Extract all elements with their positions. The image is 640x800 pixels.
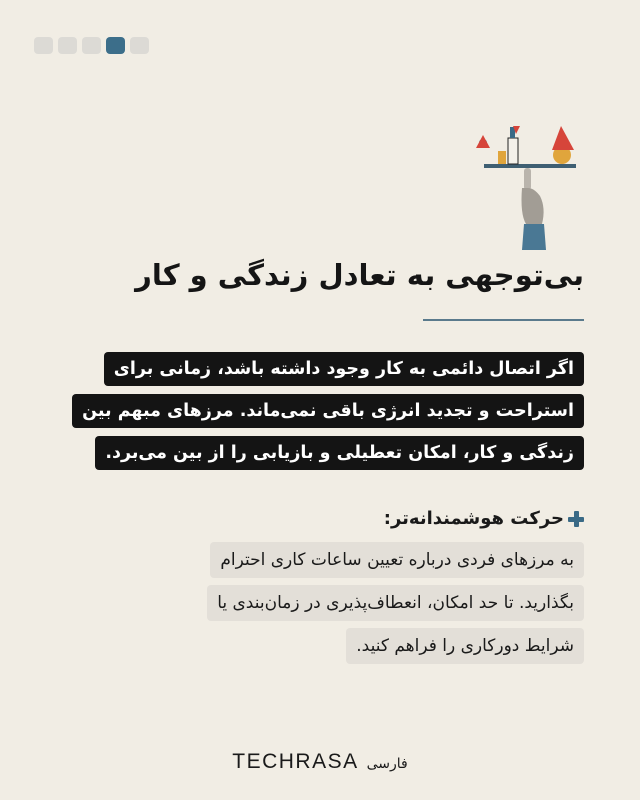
brand-logo bbox=[0, 750, 640, 774]
highlight-line: زندگی و کار، امکان تعطیلی و بازیابی را از بین می‌برد. bbox=[95, 436, 584, 470]
highlight-line: اگر اتصال دائمی به کار وجود داشته باشد، زمانی برای bbox=[104, 352, 584, 386]
pagination-dot-active[interactable] bbox=[106, 37, 125, 54]
smart-move-line: بگذارید. تا حد امکان، انعطاف‌پذیری در زمان‌بندی یا bbox=[207, 585, 584, 621]
plus-icon bbox=[568, 511, 584, 527]
pagination-dot[interactable] bbox=[58, 37, 77, 54]
highlight-paragraph bbox=[24, 352, 584, 478]
balance-hand-illustration bbox=[470, 118, 582, 250]
smart-move-heading-text: حرکت هوشمندانه‌تر: bbox=[383, 508, 564, 529]
pagination-dot[interactable] bbox=[34, 37, 53, 54]
smart-move-paragraph bbox=[24, 542, 584, 671]
logo-persian-text: فارسی bbox=[366, 756, 408, 772]
logo-latin-text: TECHRASA bbox=[232, 750, 359, 773]
smart-move-heading bbox=[384, 508, 584, 529]
pagination-dots bbox=[34, 37, 149, 54]
highlight-line: استراحت و تجدید انرژی باقی نمی‌ماند. مرزهای مبهم بین bbox=[72, 394, 584, 428]
pagination-dot[interactable] bbox=[130, 37, 149, 54]
smart-move-line: به مرزهای فردی درباره تعیین ساعات کاری احترام bbox=[210, 542, 584, 578]
page-title: بی‌توجهی به تعادل زندگی و کار bbox=[135, 258, 584, 292]
pagination-dot[interactable] bbox=[82, 37, 101, 54]
smart-move-line: شرایط دورکاری را فراهم کنید. bbox=[346, 628, 584, 664]
title-divider bbox=[423, 319, 584, 321]
